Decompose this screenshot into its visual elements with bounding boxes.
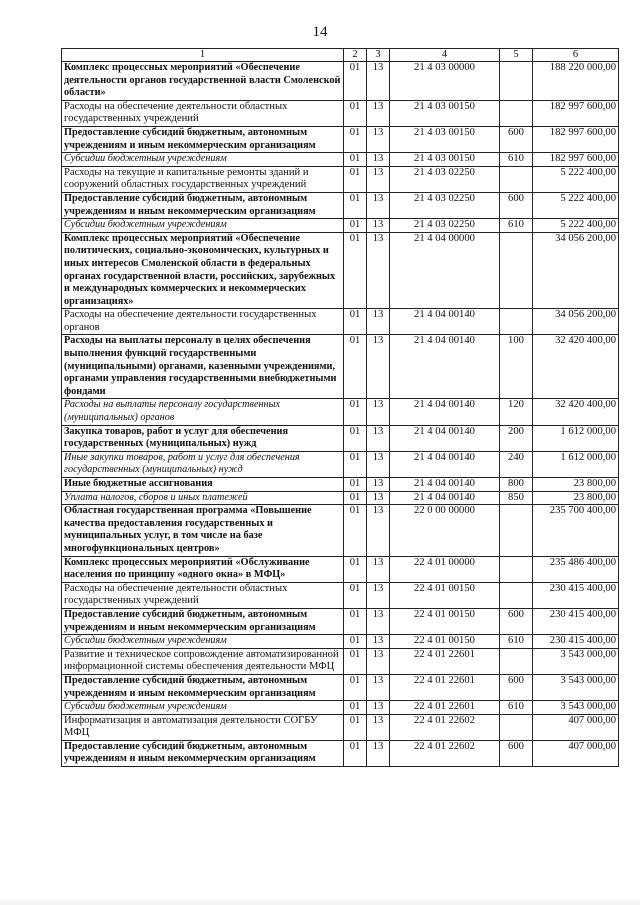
target-article-cell: 21 4 03 00150 xyxy=(390,153,500,167)
section-code-cell: 01 xyxy=(344,608,367,634)
item-name-cell: Предоставление субсидий бюджетным, автономным учреждениям и иным некоммерческим организациям xyxy=(62,192,344,218)
expense-type-cell: 600 xyxy=(500,192,533,218)
section-code-cell: 01 xyxy=(344,219,367,233)
amount-cell: 182 997 600,00 xyxy=(533,126,619,152)
section-code-cell: 01 xyxy=(344,451,367,477)
section-code-cell: 01 xyxy=(344,232,367,309)
target-article-cell: 21 4 04 00000 xyxy=(390,232,500,309)
subsection-code-cell: 13 xyxy=(367,701,390,715)
expense-type-cell xyxy=(500,62,533,101)
target-article-cell: 21 4 04 00140 xyxy=(390,491,500,505)
item-name-cell: Комплекс процессных мероприятий «Обеспечение деятельности органов государственной власти Смоленской области» xyxy=(62,62,344,101)
amount-cell: 1 612 000,00 xyxy=(533,451,619,477)
scan-edge xyxy=(0,896,640,905)
table-row xyxy=(62,701,619,715)
target-article-cell: 21 4 04 00140 xyxy=(390,335,500,399)
target-article-cell: 22 4 01 00000 xyxy=(390,556,500,582)
item-name-cell: Расходы на выплаты персоналу государственных (муниципальных) органов xyxy=(62,399,344,425)
item-name-cell: Комплекс процессных мероприятий «Обеспечение политических, социально-экономических, культурных и иных интересов Смоленской области в федеральных органах государственной власти, российских, зарубежных и международных коммерческих и некоммерческих организациях» xyxy=(62,232,344,309)
target-article-cell: 22 4 01 22602 xyxy=(390,714,500,740)
subsection-code-cell: 13 xyxy=(367,451,390,477)
subsection-code-cell: 13 xyxy=(367,608,390,634)
section-code-cell: 01 xyxy=(344,425,367,451)
table-row xyxy=(62,335,619,399)
table-row xyxy=(62,714,619,740)
amount-cell: 407 000,00 xyxy=(533,740,619,766)
expense-type-cell xyxy=(500,166,533,192)
subsection-code-cell: 13 xyxy=(367,62,390,101)
item-name-cell: Предоставление субсидий бюджетным, автономным учреждениям и иным некоммерческим организациям xyxy=(62,608,344,634)
expense-type-cell: 800 xyxy=(500,478,533,492)
target-article-cell: 21 4 03 02250 xyxy=(390,166,500,192)
expense-type-cell: 100 xyxy=(500,335,533,399)
expense-type-cell xyxy=(500,556,533,582)
subsection-code-cell: 13 xyxy=(367,126,390,152)
table-row xyxy=(62,491,619,505)
target-article-cell: 22 4 01 22602 xyxy=(390,740,500,766)
amount-cell: 230 415 400,00 xyxy=(533,635,619,649)
subsection-code-cell: 13 xyxy=(367,556,390,582)
item-name-cell: Информатизация и автоматизация деятельности СОГБУ МФЦ xyxy=(62,714,344,740)
amount-cell: 3 543 000,00 xyxy=(533,648,619,674)
section-code-cell: 01 xyxy=(344,582,367,608)
item-name-cell: Расходы на обеспечение деятельности областных государственных учреждений xyxy=(62,582,344,608)
table-row xyxy=(62,425,619,451)
subsection-code-cell: 13 xyxy=(367,714,390,740)
subsection-code-cell: 13 xyxy=(367,100,390,126)
table-row xyxy=(62,740,619,766)
table-row xyxy=(62,100,619,126)
expense-type-cell xyxy=(500,505,533,556)
item-name-cell: Расходы на обеспечение деятельности государственных органов xyxy=(62,309,344,335)
expense-type-cell: 120 xyxy=(500,399,533,425)
expense-type-cell xyxy=(500,648,533,674)
target-article-cell: 21 4 03 02250 xyxy=(390,219,500,233)
target-article-cell: 21 4 04 00140 xyxy=(390,399,500,425)
subsection-code-cell: 13 xyxy=(367,582,390,608)
table-row xyxy=(62,153,619,167)
section-code-cell: 01 xyxy=(344,556,367,582)
section-code-cell: 01 xyxy=(344,399,367,425)
item-name-cell: Предоставление субсидий бюджетным, автономным учреждениям и иным некоммерческим организациям xyxy=(62,126,344,152)
amount-cell: 5 222 400,00 xyxy=(533,192,619,218)
section-code-cell: 01 xyxy=(344,491,367,505)
expense-type-cell: 610 xyxy=(500,153,533,167)
target-article-cell: 22 4 01 22601 xyxy=(390,701,500,715)
expense-type-cell xyxy=(500,232,533,309)
section-code-cell: 01 xyxy=(344,100,367,126)
item-name-cell: Иные закупки товаров, работ и услуг для обеспечения государственных (муниципальных) нужд xyxy=(62,451,344,477)
section-code-cell: 01 xyxy=(344,192,367,218)
target-article-cell: 22 4 01 00150 xyxy=(390,608,500,634)
item-name-cell: Закупка товаров, работ и услуг для обеспечения государственных (муниципальных) нужд xyxy=(62,425,344,451)
table-row xyxy=(62,62,619,101)
subsection-code-cell: 13 xyxy=(367,399,390,425)
section-code-cell: 01 xyxy=(344,714,367,740)
expense-type-cell xyxy=(500,309,533,335)
subsection-code-cell: 13 xyxy=(367,648,390,674)
section-code-cell: 01 xyxy=(344,505,367,556)
amount-cell: 23 800,00 xyxy=(533,478,619,492)
subsection-code-cell: 13 xyxy=(367,674,390,700)
expense-type-cell: 610 xyxy=(500,701,533,715)
section-code-cell: 01 xyxy=(344,478,367,492)
target-article-cell: 21 4 03 00150 xyxy=(390,126,500,152)
amount-cell: 5 222 400,00 xyxy=(533,219,619,233)
subsection-code-cell: 13 xyxy=(367,335,390,399)
expense-type-cell: 850 xyxy=(500,491,533,505)
amount-cell: 3 543 000,00 xyxy=(533,701,619,715)
amount-cell: 34 056 200,00 xyxy=(533,232,619,309)
target-article-cell: 22 0 00 00000 xyxy=(390,505,500,556)
target-article-cell: 21 4 04 00140 xyxy=(390,478,500,492)
amount-cell: 230 415 400,00 xyxy=(533,608,619,634)
expense-type-cell: 600 xyxy=(500,674,533,700)
budget-table-body xyxy=(62,49,619,767)
table-row xyxy=(62,635,619,649)
expense-type-cell: 610 xyxy=(500,635,533,649)
subsection-code-cell: 13 xyxy=(367,505,390,556)
item-name-cell: Расходы на текущие и капитальные ремонты зданий и сооружений областных государственных учреждений xyxy=(62,166,344,192)
subsection-code-cell: 13 xyxy=(367,232,390,309)
item-name-cell: Расходы на обеспечение деятельности областных государственных учреждений xyxy=(62,100,344,126)
item-name-cell: Комплекс процессных мероприятий «Обслуживание населения по принципу «одного окна» в МФЦ» xyxy=(62,556,344,582)
subsection-code-cell: 13 xyxy=(367,635,390,649)
table-row xyxy=(62,608,619,634)
table-row xyxy=(62,192,619,218)
section-code-cell: 01 xyxy=(344,635,367,649)
expense-type-cell: 610 xyxy=(500,219,533,233)
table-row xyxy=(62,126,619,152)
table-row xyxy=(62,674,619,700)
expense-type-cell: 600 xyxy=(500,126,533,152)
item-name-cell: Расходы на выплаты персоналу в целях обеспечения выполнения функций государственными (муниципальными) органами, казенными учреждениями, органами управления государственными внебюджетными фондами xyxy=(62,335,344,399)
item-name-cell: Областная государственная программа «Повышение качества предоставления государственных и муниципальных услуг, в том числе на базе многофункциональных центров» xyxy=(62,505,344,556)
section-code-cell: 01 xyxy=(344,335,367,399)
amount-cell: 235 700 400,00 xyxy=(533,505,619,556)
item-name-cell: Предоставление субсидий бюджетным, автономным учреждениям и иным некоммерческим организациям xyxy=(62,740,344,766)
subsection-code-cell: 13 xyxy=(367,478,390,492)
table-row xyxy=(62,648,619,674)
table-row xyxy=(62,309,619,335)
section-code-cell: 01 xyxy=(344,674,367,700)
column-number-row xyxy=(62,49,619,62)
target-article-cell: 21 4 03 00150 xyxy=(390,100,500,126)
table-row xyxy=(62,478,619,492)
expense-type-cell: 600 xyxy=(500,608,533,634)
page-number: 14 xyxy=(312,24,328,40)
amount-cell: 182 997 600,00 xyxy=(533,100,619,126)
table-row xyxy=(62,556,619,582)
target-article-cell: 21 4 04 00140 xyxy=(390,425,500,451)
target-article-cell: 21 4 03 00000 xyxy=(390,62,500,101)
target-article-cell: 21 4 03 02250 xyxy=(390,192,500,218)
item-name-cell: Субсидии бюджетным учреждениям xyxy=(62,635,344,649)
expense-type-cell xyxy=(500,100,533,126)
section-code-cell: 01 xyxy=(344,126,367,152)
target-article-cell: 22 4 01 22601 xyxy=(390,648,500,674)
item-name-cell: Уплата налогов, сборов и иных платежей xyxy=(62,491,344,505)
header-cell: 6 xyxy=(533,49,619,62)
subsection-code-cell: 13 xyxy=(367,192,390,218)
item-name-cell: Иные бюджетные ассигнования xyxy=(62,478,344,492)
target-article-cell: 22 4 01 00150 xyxy=(390,582,500,608)
table-row xyxy=(62,232,619,309)
table-row xyxy=(62,166,619,192)
table-row xyxy=(62,451,619,477)
section-code-cell: 01 xyxy=(344,62,367,101)
section-code-cell: 01 xyxy=(344,648,367,674)
header-cell: 4 xyxy=(390,49,500,62)
amount-cell: 5 222 400,00 xyxy=(533,166,619,192)
subsection-code-cell: 13 xyxy=(367,740,390,766)
item-name-cell: Развитие и техническое сопровождение автоматизированной информационной системы обеспечения деятельности МФЦ xyxy=(62,648,344,674)
amount-cell: 188 220 000,00 xyxy=(533,62,619,101)
amount-cell: 32 420 400,00 xyxy=(533,335,619,399)
table-row xyxy=(62,505,619,556)
subsection-code-cell: 13 xyxy=(367,219,390,233)
target-article-cell: 21 4 04 00140 xyxy=(390,451,500,477)
amount-cell: 407 000,00 xyxy=(533,714,619,740)
header-cell: 3 xyxy=(367,49,390,62)
section-code-cell: 01 xyxy=(344,166,367,192)
section-code-cell: 01 xyxy=(344,740,367,766)
subsection-code-cell: 13 xyxy=(367,309,390,335)
expense-type-cell xyxy=(500,714,533,740)
subsection-code-cell: 13 xyxy=(367,491,390,505)
subsection-code-cell: 13 xyxy=(367,166,390,192)
budget-table xyxy=(61,48,619,767)
expense-type-cell: 240 xyxy=(500,451,533,477)
amount-cell: 1 612 000,00 xyxy=(533,425,619,451)
header-cell: 5 xyxy=(500,49,533,62)
amount-cell: 182 997 600,00 xyxy=(533,153,619,167)
subsection-code-cell: 13 xyxy=(367,425,390,451)
header-cell: 1 xyxy=(62,49,344,62)
section-code-cell: 01 xyxy=(344,153,367,167)
item-name-cell: Субсидии бюджетным учреждениям xyxy=(62,153,344,167)
subsection-code-cell: 13 xyxy=(367,153,390,167)
amount-cell: 32 420 400,00 xyxy=(533,399,619,425)
amount-cell: 3 543 000,00 xyxy=(533,674,619,700)
item-name-cell: Субсидии бюджетным учреждениям xyxy=(62,701,344,715)
expense-type-cell: 600 xyxy=(500,740,533,766)
target-article-cell: 21 4 04 00140 xyxy=(390,309,500,335)
header-cell: 2 xyxy=(344,49,367,62)
table-row xyxy=(62,219,619,233)
table-row xyxy=(62,582,619,608)
item-name-cell: Субсидии бюджетным учреждениям xyxy=(62,219,344,233)
item-name-cell: Предоставление субсидий бюджетным, автономным учреждениям и иным некоммерческим организациям xyxy=(62,674,344,700)
table-row xyxy=(62,399,619,425)
expense-type-cell: 200 xyxy=(500,425,533,451)
amount-cell: 23 800,00 xyxy=(533,491,619,505)
target-article-cell: 22 4 01 00150 xyxy=(390,635,500,649)
section-code-cell: 01 xyxy=(344,701,367,715)
amount-cell: 230 415 400,00 xyxy=(533,582,619,608)
section-code-cell: 01 xyxy=(344,309,367,335)
target-article-cell: 22 4 01 22601 xyxy=(390,674,500,700)
expense-type-cell xyxy=(500,582,533,608)
amount-cell: 235 486 400,00 xyxy=(533,556,619,582)
amount-cell: 34 056 200,00 xyxy=(533,309,619,335)
